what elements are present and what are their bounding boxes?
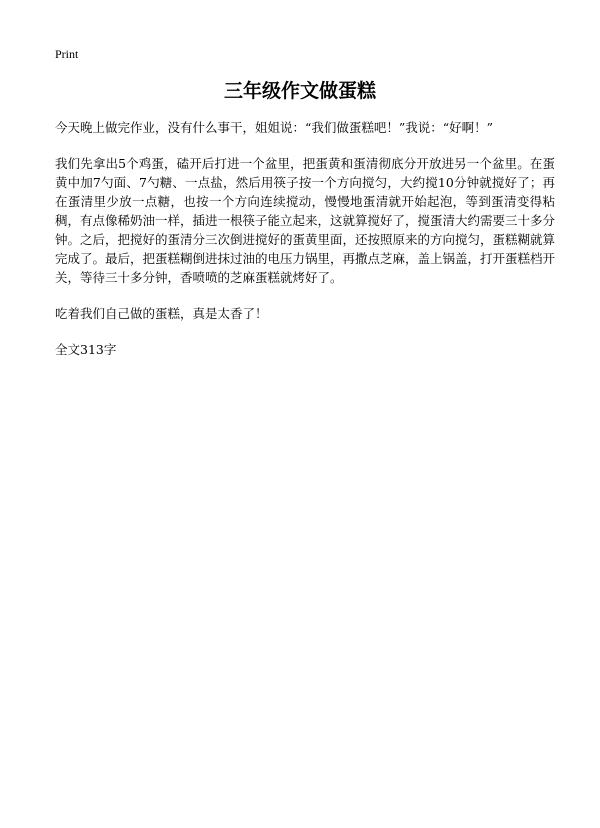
paragraph-intro: 今天晚上做完作业，没有什么事干，姐姐说：“我们做蛋糕吧！”我说：“好啊！” [55,120,494,135]
paragraph-conclusion: 吃着我们自己做的蛋糕，真是太香了！ [55,306,268,321]
article-body [55,118,555,359]
word-count: 全文313字 [55,342,117,357]
paragraph-process: 我们先拿出5个鸡蛋，磕开后打进一个盆里，把蛋黄和蛋清彻底分开放进另一个盆里。在蛋黄中加7勺面、7勺糖、一点盐，然后用筷子按一个方向搅匀，大约搅10分钟就搅好了；再在蛋清里少放一点糖，也按一个方向连续搅动，慢慢地蛋清就开始起泡，等到蛋清变得粘稠，有点像稀奶油一样，插进一根筷子能立起来，这就算搅好了，搅蛋清大约需要三十多分钟。之后，把搅好的蛋清分三次倒进搅好的蛋黄里面，还按照原来的方向搅匀，蛋糕糊就算完成了。最后，把蛋糕糊倒进抹过油的电压力锅里，再撒点芝麻，盖上锅盖，打开蛋糕档开关，等待三十多分钟，香喷喷的芝麻蛋糕就烤好了。 [55,156,556,285]
article-title: 三年级作文做蛋糕 [223,80,376,102]
print-link[interactable]: Print [55,47,79,61]
